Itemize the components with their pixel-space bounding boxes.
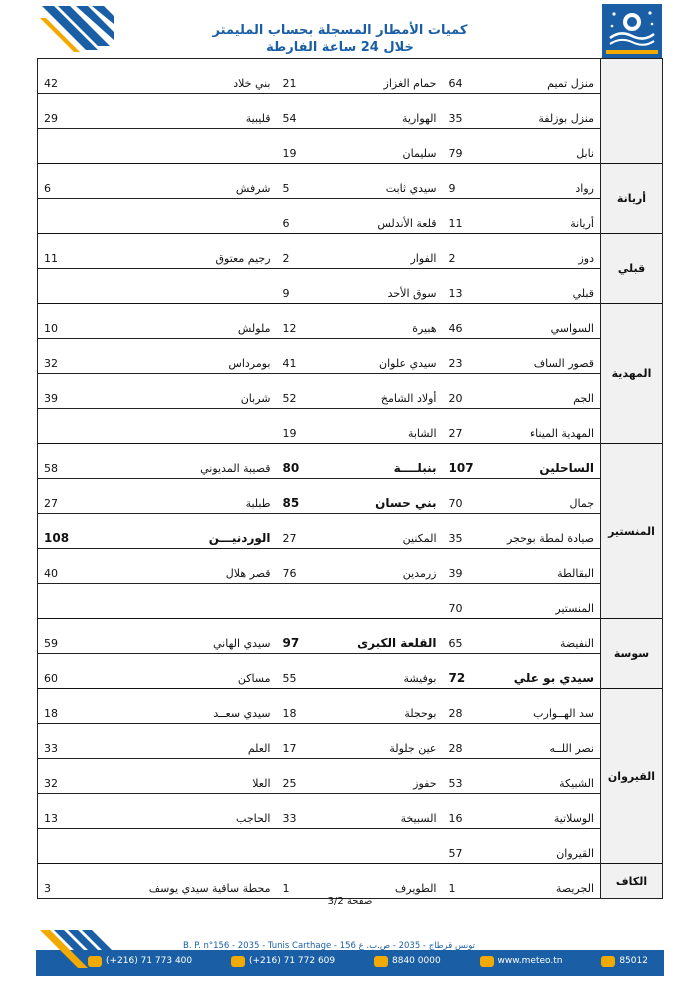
station-name: قصر هلال — [127, 549, 277, 584]
station-name: سيدي الهاني — [127, 619, 277, 654]
rainfall-value: 52 — [277, 374, 323, 409]
page-number: صفحة 3/2 — [327, 896, 373, 907]
station-name: بوحجلة — [323, 689, 443, 724]
rainfall-value: 108 — [38, 514, 127, 549]
station-name: ملولش — [127, 304, 277, 339]
rainfall-value: 2 — [277, 234, 323, 269]
rainfall-value: 23 — [443, 339, 489, 374]
rainfall-value — [38, 829, 127, 864]
table-row — [38, 654, 663, 689]
station-name: بني خلاد — [127, 59, 277, 94]
rainfall-value: 27 — [277, 514, 323, 549]
rainfall-value: 97 — [277, 619, 323, 654]
station-name: أريانة — [489, 199, 601, 234]
table-row — [38, 584, 663, 619]
stripes-logo-top — [36, 4, 116, 60]
station-name: البقالطة — [489, 549, 601, 584]
rainfall-value: 70 — [443, 584, 489, 619]
table-row — [38, 444, 663, 479]
contact-fax — [601, 954, 648, 968]
fax-text: 85012 — [619, 956, 648, 966]
rainfall-value — [38, 269, 127, 304]
rainfall-value: 107 — [443, 444, 489, 479]
rainfall-value: 3 — [38, 864, 127, 899]
rainfall-value: 2 — [443, 234, 489, 269]
globe-icon — [480, 956, 494, 967]
table-row — [38, 339, 663, 374]
station-name: مساكن — [127, 654, 277, 689]
station-name: الساحلين — [489, 444, 601, 479]
station-name: نصر اللــه — [489, 724, 601, 759]
station-name: العلا — [127, 759, 277, 794]
station-name: محطة ساقية سيدي يوسف — [127, 864, 277, 899]
table-row — [38, 724, 663, 759]
station-name — [127, 829, 277, 864]
station-name — [323, 584, 443, 619]
rainfall-value: 28 — [443, 689, 489, 724]
table-row — [38, 164, 663, 199]
station-name: الهوارية — [323, 94, 443, 129]
station-name: الوسلاتية — [489, 794, 601, 829]
station-name: الشبيكة — [489, 759, 601, 794]
rainfall-value: 20 — [443, 374, 489, 409]
station-name: العلم — [127, 724, 277, 759]
title-line-1: كميات الأمطار المسجلة بحساب المليمتر — [212, 23, 468, 38]
mobile-icon — [374, 956, 388, 967]
station-name: بومرداس — [127, 339, 277, 374]
station-name — [127, 584, 277, 619]
rainfall-value: 79 — [443, 129, 489, 164]
rainfall-value: 58 — [38, 444, 127, 479]
rainfall-value: 25 — [277, 759, 323, 794]
table-row — [38, 199, 663, 234]
rainfall-value: 64 — [443, 59, 489, 94]
region-cell: المنستير — [601, 444, 663, 619]
station-name: حفوز — [323, 759, 443, 794]
rainfall-value: 72 — [443, 654, 489, 689]
rainfall-value: 6 — [38, 164, 127, 199]
rainfall-value: 42 — [38, 59, 127, 94]
table-row — [38, 514, 663, 549]
table-row — [38, 619, 663, 654]
rainfall-value: 55 — [277, 654, 323, 689]
rainfall-value: 17 — [277, 724, 323, 759]
phone-2-text: (+216) 71 772 609 — [249, 956, 336, 966]
table-row — [38, 59, 663, 94]
station-name: قصور الساف — [489, 339, 601, 374]
station-name: سيدي بو علي — [489, 654, 601, 689]
rainfall-value: 57 — [443, 829, 489, 864]
station-name: جمال — [489, 479, 601, 514]
region-cell: سوسة — [601, 619, 663, 689]
footer-contacts — [88, 954, 648, 968]
station-name — [127, 129, 277, 164]
rainfall-value: 27 — [38, 479, 127, 514]
station-name — [323, 829, 443, 864]
phone-1-text: (+216) 71 773 400 — [106, 956, 193, 966]
rainfall-value: 9 — [443, 164, 489, 199]
station-name: قلعة الأندلس — [323, 199, 443, 234]
station-name: منزل بوزلفة — [489, 94, 601, 129]
station-name: قليبية — [127, 94, 277, 129]
station-name: الوردنيـــن — [127, 514, 277, 549]
table-row — [38, 549, 663, 584]
rainfall-value: 16 — [443, 794, 489, 829]
rainfall-table-body — [38, 59, 663, 899]
station-name: الشابة — [323, 409, 443, 444]
table-row — [38, 129, 663, 164]
station-name: الفوار — [323, 234, 443, 269]
rainfall-value: 33 — [38, 724, 127, 759]
rainfall-value: 18 — [277, 689, 323, 724]
rainfall-value — [38, 199, 127, 234]
phone-icon — [88, 956, 102, 967]
contact-phone-1 — [88, 954, 192, 968]
station-name: عين جلولة — [323, 724, 443, 759]
rainfall-value: 35 — [443, 514, 489, 549]
rainfall-value: 9 — [277, 269, 323, 304]
rainfall-value: 59 — [38, 619, 127, 654]
station-name: الجم — [489, 374, 601, 409]
station-name: شرفش — [127, 164, 277, 199]
institute-logo — [602, 4, 662, 58]
contact-phone-2 — [231, 954, 335, 968]
table-row — [38, 409, 663, 444]
region-cell: القيروان — [601, 689, 663, 864]
station-name: القيروان — [489, 829, 601, 864]
phone-icon — [231, 956, 245, 967]
table-row — [38, 759, 663, 794]
rainfall-value: 13 — [38, 794, 127, 829]
rainfall-value: 65 — [443, 619, 489, 654]
station-name: بنبلــــة — [323, 444, 443, 479]
station-name: قبلي — [489, 269, 601, 304]
rainfall-value: 76 — [277, 549, 323, 584]
station-name: سيدي سعــد — [127, 689, 277, 724]
station-name: الجريصة — [489, 864, 601, 899]
table-row — [38, 234, 663, 269]
rainfall-value: 39 — [38, 374, 127, 409]
rainfall-value: 28 — [443, 724, 489, 759]
fax-icon — [601, 956, 615, 967]
station-name: الطويرف — [323, 864, 443, 899]
station-name: القلعة الكبرى — [323, 619, 443, 654]
table-row — [38, 864, 663, 899]
contact-phone-3 — [374, 954, 441, 968]
rainfall-value: 29 — [38, 94, 127, 129]
rainfall-value: 12 — [277, 304, 323, 339]
phone-3-text: 8840 0000 — [392, 956, 441, 966]
station-name: نابل — [489, 129, 601, 164]
region-cell: قبلي — [601, 234, 663, 304]
rainfall-value: 19 — [277, 129, 323, 164]
rainfall-value — [38, 409, 127, 444]
rainfall-value: 39 — [443, 549, 489, 584]
station-name: الحاجب — [127, 794, 277, 829]
footer-address: B. P. n°156 - 2035 - Tunis Carthage - تونس قرطاج - 2035 - ص.ب. ع 156 — [183, 941, 475, 951]
rainfall-value: 6 — [277, 199, 323, 234]
rainfall-value: 1 — [443, 864, 489, 899]
station-name: دوز — [489, 234, 601, 269]
station-name: سليمان — [323, 129, 443, 164]
station-name — [127, 409, 277, 444]
station-name: بني حسان — [323, 479, 443, 514]
rainfall-value: 54 — [277, 94, 323, 129]
station-name: السبيخة — [323, 794, 443, 829]
rainfall-value: 85 — [277, 479, 323, 514]
region-cell: المهدية — [601, 304, 663, 444]
station-name: سد الهــوارب — [489, 689, 601, 724]
rainfall-value: 5 — [277, 164, 323, 199]
footer-bar — [36, 928, 664, 976]
rainfall-value: 27 — [443, 409, 489, 444]
station-name: هبيرة — [323, 304, 443, 339]
rainfall-value: 18 — [38, 689, 127, 724]
rainfall-value: 80 — [277, 444, 323, 479]
region-cell: الكاف — [601, 864, 663, 899]
table-row — [38, 269, 663, 304]
table-row — [38, 829, 663, 864]
region-cell — [601, 59, 663, 164]
station-name: طبلبة — [127, 479, 277, 514]
station-name: السواسي — [489, 304, 601, 339]
station-name: المكنين — [323, 514, 443, 549]
station-name: رجيم معتوق — [127, 234, 277, 269]
table-row — [38, 479, 663, 514]
rainfall-value: 35 — [443, 94, 489, 129]
rainfall-value: 32 — [38, 759, 127, 794]
station-name — [127, 269, 277, 304]
rainfall-value: 11 — [443, 199, 489, 234]
rainfall-value — [277, 584, 323, 619]
rainfall-value — [277, 829, 323, 864]
rainfall-value: 21 — [277, 59, 323, 94]
rainfall-value: 19 — [277, 409, 323, 444]
station-name: بوفيشة — [323, 654, 443, 689]
rainfall-value: 41 — [277, 339, 323, 374]
station-name: زرمدين — [323, 549, 443, 584]
rainfall-value — [38, 129, 127, 164]
station-name: رواد — [489, 164, 601, 199]
rainfall-value — [38, 584, 127, 619]
station-name: النفيضة — [489, 619, 601, 654]
table-row — [38, 94, 663, 129]
rainfall-value: 70 — [443, 479, 489, 514]
rainfall-table — [37, 58, 663, 899]
rainfall-value: 33 — [277, 794, 323, 829]
rainfall-value: 53 — [443, 759, 489, 794]
rainfall-value: 1 — [277, 864, 323, 899]
rainfall-value: 32 — [38, 339, 127, 374]
rainfall-value: 46 — [443, 304, 489, 339]
station-name: شربان — [127, 374, 277, 409]
station-name: صيادة لمطة بوحجر — [489, 514, 601, 549]
website-link[interactable]: www.meteo.tn — [497, 956, 563, 966]
station-name: سيدي ثابت — [323, 164, 443, 199]
rainfall-value: 40 — [38, 549, 127, 584]
rainfall-value: 13 — [443, 269, 489, 304]
rainfall-value: 11 — [38, 234, 127, 269]
station-name: المنستير — [489, 584, 601, 619]
title-line-2: خلال 24 ساعة الفارطة — [266, 40, 414, 55]
station-name: حمام الغزاز — [323, 59, 443, 94]
station-name: منزل تميم — [489, 59, 601, 94]
rainfall-value: 10 — [38, 304, 127, 339]
region-cell: أريانة — [601, 164, 663, 234]
station-name: أولاد الشامخ — [323, 374, 443, 409]
table-row — [38, 304, 663, 339]
station-name: قصيبة المديوني — [127, 444, 277, 479]
station-name: سيدي علوان — [323, 339, 443, 374]
table-row — [38, 689, 663, 724]
rainfall-value: 60 — [38, 654, 127, 689]
station-name: سوق الأحد — [323, 269, 443, 304]
table-row — [38, 374, 663, 409]
station-name: المهدية الميناء — [489, 409, 601, 444]
contact-website[interactable] — [480, 954, 563, 968]
table-row — [38, 794, 663, 829]
station-name — [127, 199, 277, 234]
document-title — [210, 22, 470, 56]
